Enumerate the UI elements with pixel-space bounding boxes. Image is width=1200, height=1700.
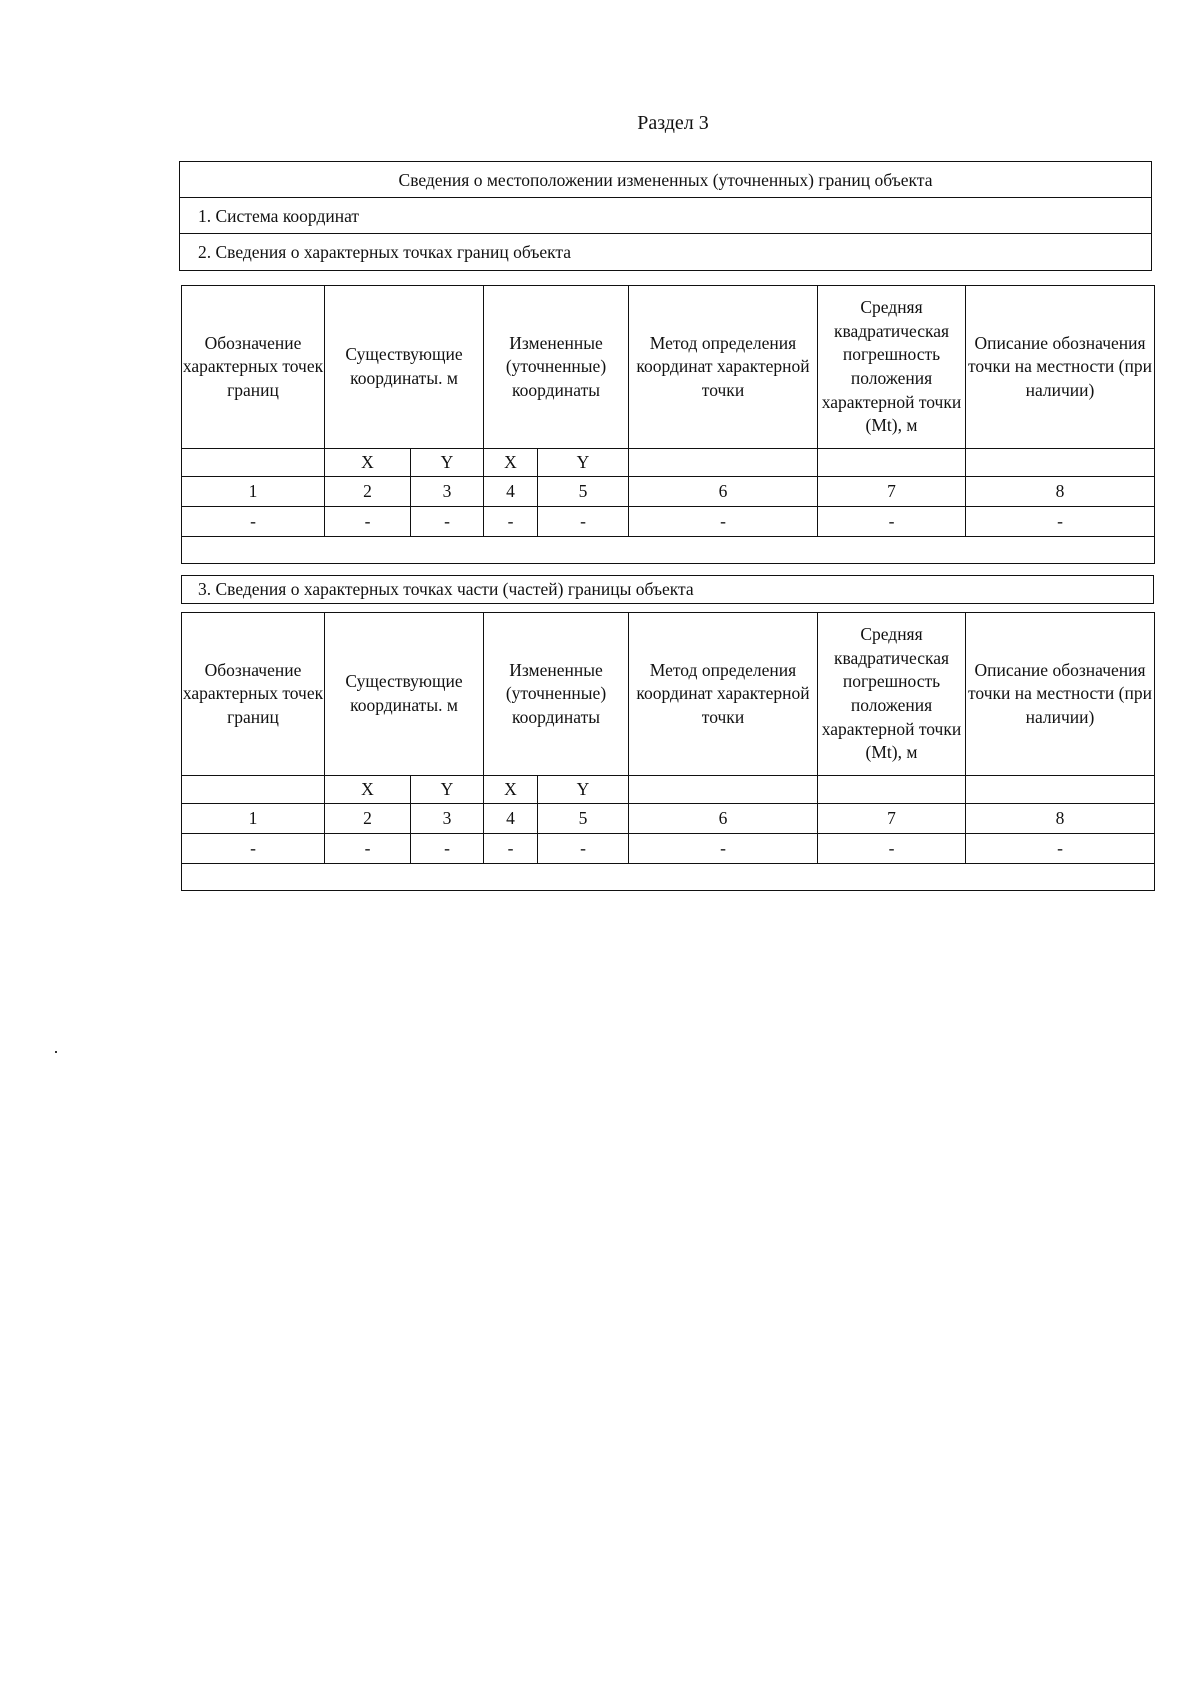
- col-mean-square-error: Средняя квадратическая погрешность положения характерной точки (Mt), м: [818, 286, 966, 449]
- column-number: 7: [818, 804, 966, 834]
- column-number: 6: [629, 477, 818, 507]
- column-number: 5: [538, 804, 629, 834]
- table-empty-row: [182, 537, 1155, 564]
- table-row: [182, 507, 1155, 537]
- sub-label-y: Y: [538, 776, 629, 804]
- column-number: 6: [629, 804, 818, 834]
- sub-label-y: Y: [411, 776, 484, 804]
- table-cell: -: [966, 834, 1155, 864]
- table-row: [182, 834, 1155, 864]
- table-cell: -: [818, 507, 966, 537]
- table-cell: [182, 864, 1155, 891]
- header-box: [179, 161, 1152, 271]
- table-header-row: [182, 286, 1155, 449]
- sub-label-y: Y: [411, 449, 484, 477]
- col-method: Метод определения координат характерной точки: [629, 286, 818, 449]
- col-mean-square-error: Средняя квадратическая погрешность положения характерной точки (Mt), м: [818, 613, 966, 776]
- table-subheader-row: [182, 776, 1155, 804]
- header-item-coordinate-system: 1. Система координат: [180, 198, 1151, 234]
- part-heading: 3. Сведения о характерных точках части (частей) границы объекта: [181, 575, 1154, 604]
- table-empty-row: [182, 864, 1155, 891]
- table-cell: [629, 449, 818, 477]
- table-subheader-row: [182, 449, 1155, 477]
- table-cell: [966, 776, 1155, 804]
- table-cell: -: [182, 834, 325, 864]
- boundary-points-table: [181, 285, 1155, 564]
- col-description: Описание обозначения точки на местности (при наличии): [966, 286, 1155, 449]
- scan-speck: [55, 1051, 57, 1053]
- column-number: 5: [538, 477, 629, 507]
- table-cell: -: [182, 507, 325, 537]
- column-number: 3: [411, 804, 484, 834]
- table-cell: -: [818, 834, 966, 864]
- table-cell: [182, 449, 325, 477]
- table-cell: -: [411, 834, 484, 864]
- table-cell: [629, 776, 818, 804]
- table-numbering-row: [182, 804, 1155, 834]
- table-cell: [818, 449, 966, 477]
- col-existing-coordinates: Существующие координаты. м: [325, 613, 484, 776]
- header-item-boundary-points: 2. Сведения о характерных точках границ объекта: [198, 242, 572, 262]
- table-cell: [182, 776, 325, 804]
- table-cell: -: [538, 507, 629, 537]
- table-cell: [182, 537, 1155, 564]
- table-cell: -: [629, 507, 818, 537]
- table-cell: -: [484, 507, 538, 537]
- sub-label-x: X: [484, 776, 538, 804]
- table-cell: -: [629, 834, 818, 864]
- col-point-designation: Обозначение характерных точек границ: [182, 286, 325, 449]
- col-point-designation: Обозначение характерных точек границ: [182, 613, 325, 776]
- table-cell: -: [325, 507, 411, 537]
- col-changed-coordinates: Измененные (уточненные) координаты: [484, 613, 629, 776]
- column-number: 1: [182, 477, 325, 507]
- column-number: 2: [325, 804, 411, 834]
- col-changed-coordinates: Измененные (уточненные) координаты: [484, 286, 629, 449]
- sub-label-x: X: [484, 449, 538, 477]
- table-cell: -: [966, 507, 1155, 537]
- table-cell: [818, 776, 966, 804]
- col-description: Описание обозначения точки на местности (при наличии): [966, 613, 1155, 776]
- table-cell: [966, 449, 1155, 477]
- column-number: 2: [325, 477, 411, 507]
- column-number: 4: [484, 804, 538, 834]
- table-cell: -: [411, 507, 484, 537]
- column-number: 1: [182, 804, 325, 834]
- table-numbering-row: [182, 477, 1155, 507]
- column-number: 3: [411, 477, 484, 507]
- table-cell: -: [325, 834, 411, 864]
- table-header-row: [182, 613, 1155, 776]
- sub-label-y: Y: [538, 449, 629, 477]
- part-boundary-points-table: [181, 612, 1155, 891]
- col-existing-coordinates: Существующие координаты. м: [325, 286, 484, 449]
- sub-label-x: X: [325, 449, 411, 477]
- column-number: 4: [484, 477, 538, 507]
- column-number: 8: [966, 804, 1155, 834]
- sub-label-x: X: [325, 776, 411, 804]
- section-title: Раздел 3: [637, 112, 709, 134]
- column-number: 8: [966, 477, 1155, 507]
- header-title: Сведения о местоположении измененных (уточненных) границ объекта: [180, 162, 1151, 198]
- table-cell: -: [484, 834, 538, 864]
- col-method: Метод определения координат характерной точки: [629, 613, 818, 776]
- column-number: 7: [818, 477, 966, 507]
- table-cell: -: [538, 834, 629, 864]
